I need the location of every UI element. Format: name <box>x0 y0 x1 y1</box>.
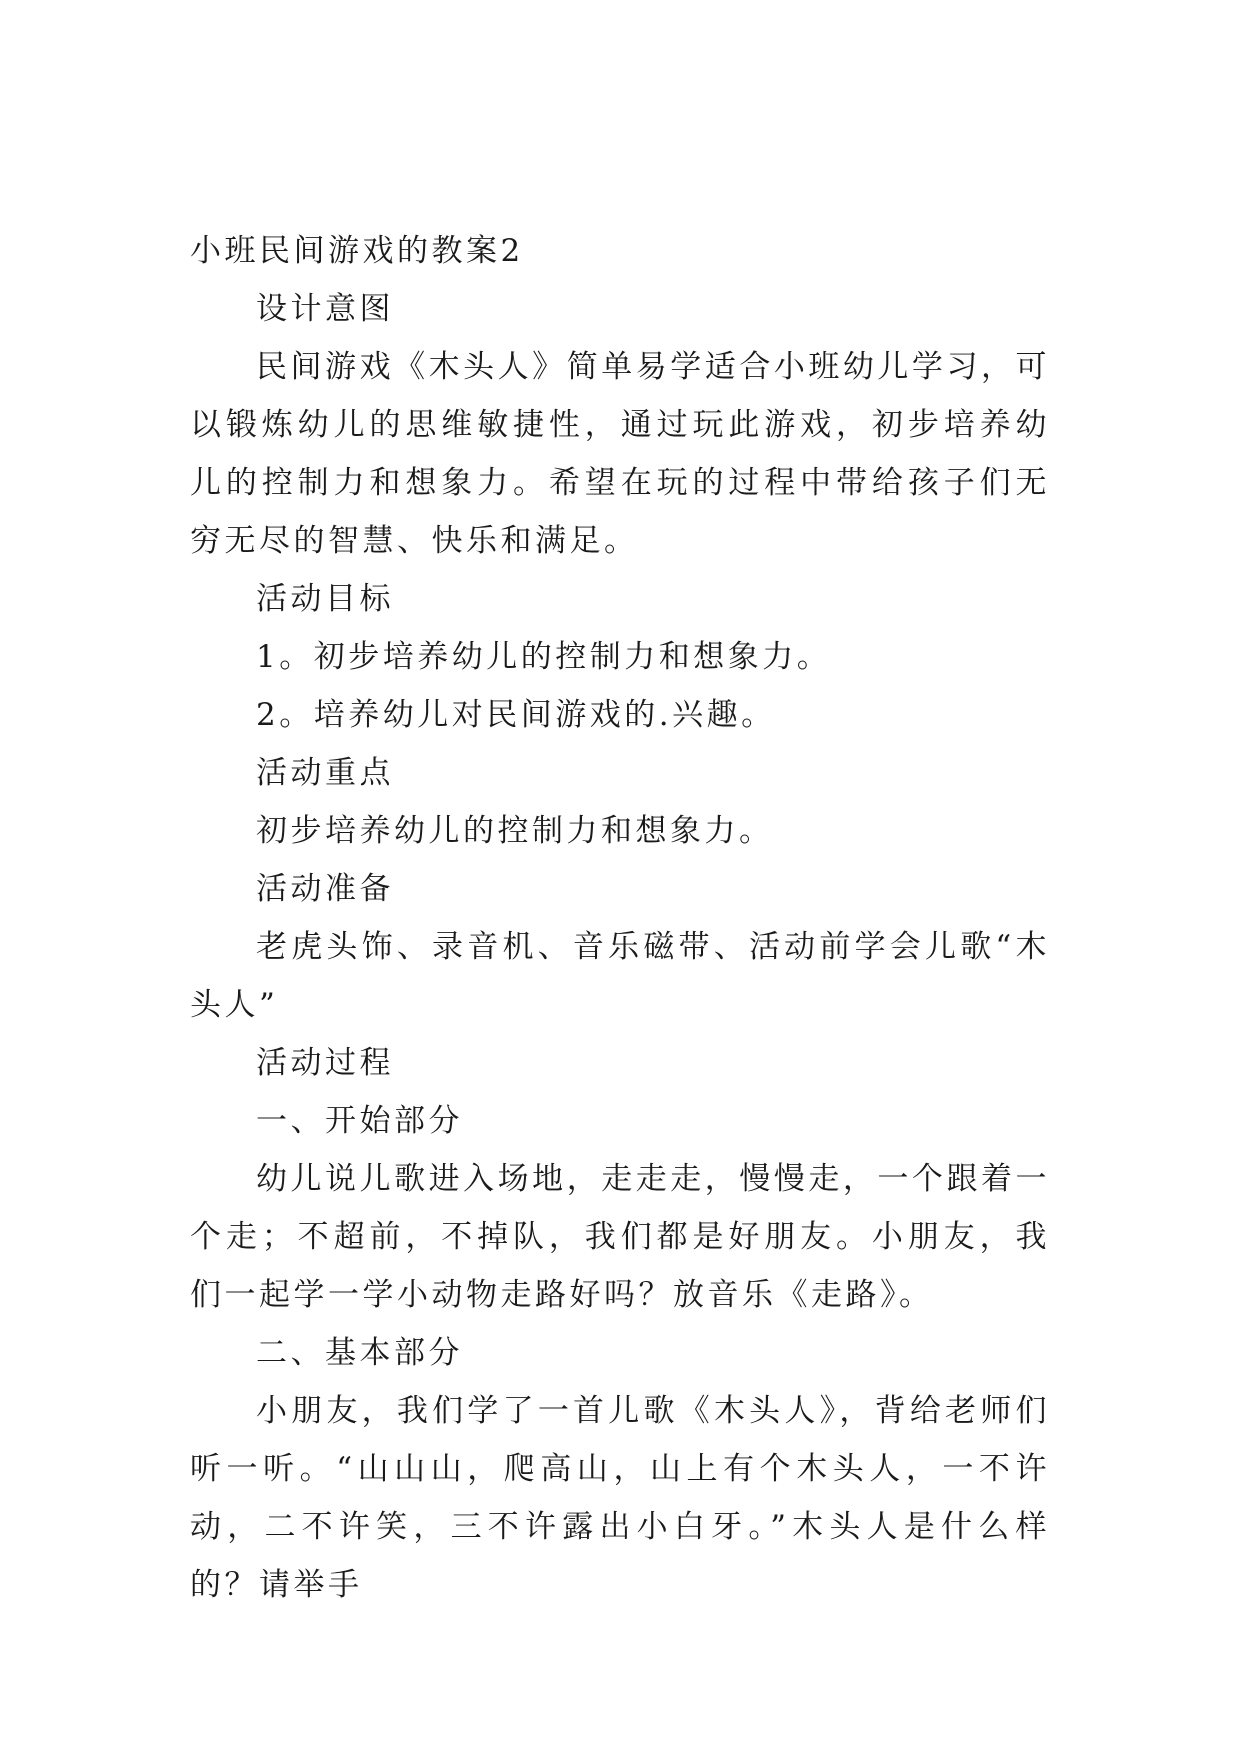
paragraph-activity-preparation: 老虎头饰、录音机、音乐磁带、活动前学会儿歌“木头人” <box>190 929 1050 1023</box>
section-heading-activity-process: 活动过程 <box>256 1045 394 1081</box>
section-heading-activity-preparation: 活动准备 <box>256 871 394 907</box>
subsection-heading-opening: 一、开始部分 <box>256 1103 463 1139</box>
list-item-goal-1: 1。初步培养幼儿的控制力和想象力。 <box>256 639 832 675</box>
section-heading-activity-focus: 活动重点 <box>256 755 394 791</box>
paragraph-design-intent: 民间游戏《木头人》简单易学适合小班幼儿学习，可以锻炼幼儿的思维敏捷性，通过玩此游戏，初步培养幼儿的控制力和想象力。希望在玩的过程中带给孩子们无穷无尽的智慧、快乐和满足。 <box>190 349 1050 559</box>
subsection-heading-main-part: 二、基本部分 <box>256 1335 463 1371</box>
section-heading-design-intent: 设计意图 <box>256 291 394 327</box>
list-item-goal-2: 2。培养幼儿对民间游戏的.兴趣。 <box>256 697 776 733</box>
document-title: 小班民间游戏的教案2 <box>190 233 524 269</box>
section-heading-activity-goals: 活动目标 <box>256 581 394 617</box>
paragraph-activity-focus: 初步培养幼儿的控制力和想象力。 <box>256 813 774 849</box>
paragraph-opening: 幼儿说儿歌进入场地，走走走，慢慢走，一个跟着一个走；不超前，不掉队，我们都是好朋友。小朋友，我们一起学一学小动物走路好吗？放音乐《走路》。 <box>190 1161 1050 1313</box>
document-body <box>190 222 1050 1614</box>
paragraph-main-part: 小朋友，我们学了一首儿歌《木头人》，背给老师们听一听。“山山山，爬高山，山上有个木头人，一不许动，二不许笑，三不许露出小白牙。”木头人是什么样的？请举手 <box>190 1393 1050 1603</box>
